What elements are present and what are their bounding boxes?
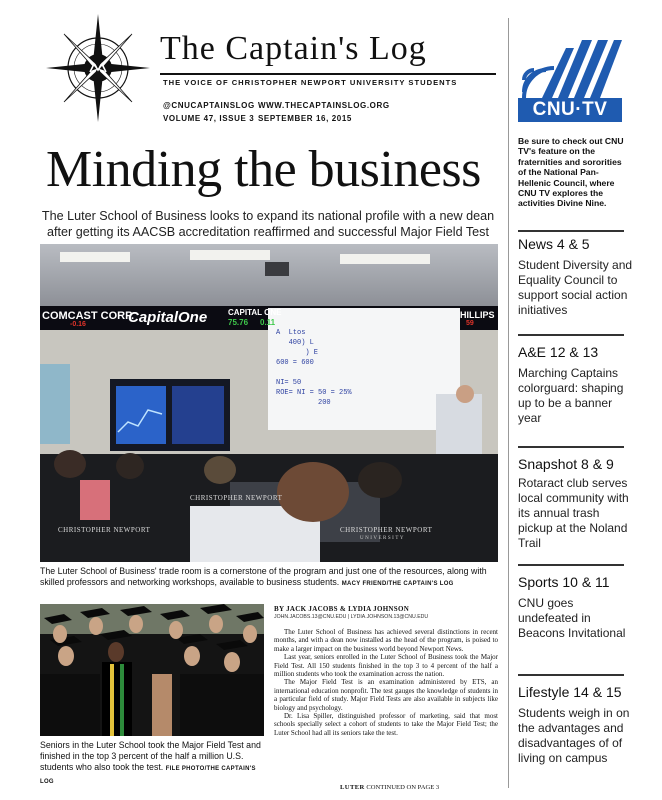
masthead-volume: VOLUME 47, ISSUE 3 xyxy=(163,114,255,123)
main-photo-caption xyxy=(40,566,498,590)
ticker-board xyxy=(40,310,498,328)
graduation-illustration xyxy=(40,604,264,736)
desk-label-1: CHRISTOPHER NEWPORT xyxy=(58,526,151,534)
ticker-company-3: HILLIPS xyxy=(460,310,495,320)
jump-word: LUTER xyxy=(340,784,365,791)
section-rule xyxy=(518,674,624,676)
section-news-teaser[interactable]: Student Diversity and Equality Council to support social action initiatives xyxy=(518,258,633,317)
ticker-change-1: -0.16 xyxy=(70,321,86,328)
masthead-title: The Captain's Log xyxy=(160,30,427,67)
desk-label-2: CHRISTOPHER NEWPORT xyxy=(190,494,283,502)
ticker-company-2: CAPITAL ONE xyxy=(228,308,282,317)
cnutv-logo xyxy=(518,34,622,122)
section-news-head[interactable]: News 4 & 5 xyxy=(518,236,590,252)
article-jump[interactable] xyxy=(340,784,439,791)
cnutv-logo-text: CNU·TV xyxy=(518,98,622,122)
section-rule xyxy=(518,230,624,232)
whiteboard-writing: A Ltos 400) L ) E 600 = 600 NI= 50 ROE= NI = 50 = 25% 200 xyxy=(276,329,352,407)
ticker-company-1: COMCAST CORP. xyxy=(42,310,135,322)
jump-text: CONTINUED ON PAGE 3 xyxy=(366,784,440,791)
compass-rose-logo xyxy=(44,12,152,124)
graduation-caption-text: Seniors in the Luter School took the Major Field Test and finished in the top 3 percent of the half a million U.S. students who also took the test. xyxy=(40,740,261,772)
masthead-rule xyxy=(160,73,496,75)
ticker-change-3: 59 xyxy=(466,320,474,327)
cnutv-promo: Be sure to check out CNU TV's feature on the fraternities and sororities of the National Pan-Hellenic Council, where CNU TV explores the activities Divine Nine. xyxy=(518,136,624,209)
article-paragraph: Dr. Lisa Spiller, distinguished professor of marketing, said that most schools specially select a cohort of students to take the Major Field Test; the Luter School had all its seniors take the test. xyxy=(274,712,498,737)
section-lifestyle-teaser[interactable]: Students weigh in on the advantages and disadvantages of of living on campus xyxy=(518,706,630,765)
section-rule xyxy=(518,564,624,566)
ticker-price-2: 75.76 xyxy=(228,318,249,327)
section-sports-head[interactable]: Sports 10 & 11 xyxy=(518,574,610,590)
desk-label-3: CHRISTOPHER NEWPORT xyxy=(340,526,433,534)
trade-room-photo xyxy=(40,244,498,562)
section-snapshot-head[interactable]: Snapshot 8 & 9 xyxy=(518,456,614,472)
article-byline: BY JACK JACOBS & LYDIA JOHNSON xyxy=(274,605,410,613)
deck: The Luter School of Business looks to expand its national profile with a new dean after getting its AACSB accreditation reaffirmed and successful Major Field Test xyxy=(41,209,495,239)
section-ae-head[interactable]: A&E 12 & 13 xyxy=(518,344,599,360)
headline: Minding the business xyxy=(46,141,481,198)
masthead-date: SEPTEMBER 16, 2015 xyxy=(258,114,352,123)
article-paragraph: The Major Field Test is an examination administered by ETS, an international education nonprofit. The test gauges the knowledge of students in a particular field of study. Major Field Tests are also available in subjects like biology and psychology. xyxy=(274,678,498,712)
desk-sublabel: UNIVERSITY xyxy=(360,536,405,541)
ticker-logo: CapitalOne xyxy=(128,309,208,326)
masthead-website: WWW.THECAPTAINSLOG.ORG xyxy=(258,101,390,110)
section-sports-teaser[interactable]: CNU goes undefeated in Beacons Invitational xyxy=(518,596,626,640)
cnutv-wave-icon xyxy=(518,34,622,100)
section-rule xyxy=(518,334,624,336)
main-photo-caption-text: The Luter School of Business' trade room is a cornerstone of the program and just one of the resources, along with skilled professors and networking workshops, available to business students. xyxy=(40,566,487,587)
ticker-change-2: 0.11 xyxy=(260,318,276,327)
graduation-photo-credit: FILE PHOTO/THE CAPTAIN'S LOG xyxy=(40,766,256,785)
graduation-photo xyxy=(40,604,264,736)
section-ae-teaser[interactable]: Marching Captains colorguard: shaping up to be a banner year xyxy=(518,366,624,425)
section-snapshot-teaser[interactable]: Rotaract club serves local community with its annual trash pickup at the Noland Trail xyxy=(518,476,629,550)
masthead-twitter: @CNUCAPTAINSLOG xyxy=(163,101,255,110)
graduation-photo-caption xyxy=(40,740,266,788)
article-paragraph: Last year, seniors enrolled in the Luter School of Business took the Major Field Test. All 150 students finished in the top 3 to 4 percent of the half a million students who took the examination across the nation. xyxy=(274,653,498,679)
section-lifestyle-head[interactable]: Lifestyle 14 & 15 xyxy=(518,684,622,700)
main-photo-credit: MACY FRIEND/THE CAPTAIN'S LOG xyxy=(341,581,454,587)
sidebar-divider xyxy=(508,18,509,788)
section-rule xyxy=(518,446,624,448)
article-paragraph: The Luter School of Business has achieved several distinctions in recent months, and with a dean now installed as the head of the program, is poised to make a larger impact on the business world beyond Newport News. xyxy=(274,628,498,653)
article-author-emails: JOHN.JACOBS.13@CNU.EDU | LYDIA.JOHNSON.13@CNU.EDU xyxy=(274,614,429,620)
masthead-tagline: THE VOICE OF CHRISTOPHER NEWPORT UNIVERSITY STUDENTS xyxy=(163,78,458,87)
article-body xyxy=(274,628,498,737)
